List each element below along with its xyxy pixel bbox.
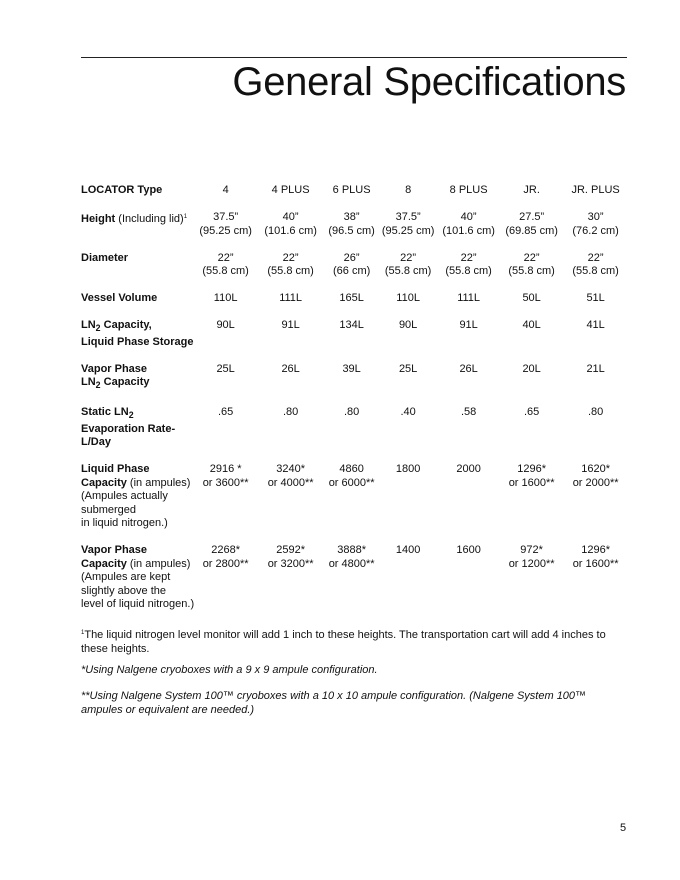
cell-8: 110L — [396, 292, 420, 304]
row-label: Static $LN_2$ Evaporation Rate- L/Day — [81, 406, 176, 448]
cell-6-plus: .80 — [343, 406, 360, 418]
header-label: LOCATOR Type — [81, 184, 163, 196]
page-number: 5 — [620, 822, 627, 834]
spacer — [81, 306, 628, 320]
row-label: Vapor Phase $LN_2$ Capacity — [81, 362, 150, 390]
cell-jr-plus: 41L — [586, 319, 605, 331]
cell-jr: 22” (55.8 cm) — [508, 251, 555, 277]
cell-8-plus: 1600 — [456, 544, 481, 556]
row-spacer — [81, 393, 628, 407]
cell-jr: 50L — [522, 292, 541, 304]
cell-8-plus: 91L — [459, 319, 478, 331]
cell-8-plus: 2000 — [456, 463, 481, 475]
type-jr-plus: JR. PLUS — [571, 184, 620, 196]
cell-4-plus: 2592* or 3200** — [267, 544, 314, 570]
cell-8: 22” (55.8 cm) — [384, 251, 432, 277]
cell-jr: .65 — [523, 406, 540, 418]
page-title: General Specifications — [232, 60, 626, 104]
cell-4: 25L — [216, 362, 235, 375]
type-4: 4 — [222, 184, 229, 196]
row-label: Vessel Volume — [81, 292, 158, 304]
cell-8: 1800 — [395, 463, 421, 475]
row-spacer — [81, 531, 628, 545]
row-label: Diameter — [81, 251, 129, 264]
cell-6-plus: 26” (66 cm) — [332, 251, 371, 277]
cell-jr-plus: 21L — [586, 362, 605, 375]
header-rule — [81, 57, 627, 58]
cell-8: 90L — [398, 319, 418, 331]
table-row-vapor-ln2-capacity — [81, 363, 628, 393]
row-label: Liquid Phase Capacity (in ampules) (Ampules actually submerged in liquid nitrogen.) — [81, 463, 191, 529]
cell-jr: 972* or 1200** — [508, 544, 555, 570]
cell-4: 22” (55.8 cm) — [202, 251, 249, 277]
spacer — [81, 279, 628, 293]
cell-4-plus: 22” (55.8 cm) — [267, 251, 314, 277]
spacer — [81, 238, 628, 252]
type-8-plus: 8 PLUS — [449, 184, 488, 196]
cell-jr: 1296* or 1600** — [508, 463, 555, 489]
cell-4-plus: 111L — [279, 292, 303, 304]
table-row-ln2-liquid-capacity — [81, 319, 628, 349]
cell-6-plus: 4860 or 6000** — [328, 463, 375, 489]
table-row-vessel-volume — [81, 292, 628, 306]
footnote-single-star: *Using Nalgene cryoboxes with a 9 x 9 ampule configuration. — [81, 664, 378, 676]
cell-jr-plus: 51L — [586, 292, 605, 304]
cell-8: .40 — [400, 406, 416, 418]
cell-4-plus: 40” (101.6 cm) — [264, 211, 317, 237]
cell-jr: 27.5” (69.85 cm) — [505, 211, 558, 237]
cell-jr-plus: .80 — [587, 406, 604, 418]
cell-jr-plus: 1620* or 2000** — [572, 463, 619, 489]
type-8: 8 — [405, 184, 412, 196]
cell-8-plus: .58 — [460, 406, 477, 418]
spacer — [81, 531, 628, 545]
specifications-table — [81, 184, 628, 612]
row-label: Vapor Phase Capacity (in ampules) (Ampules are kept slightly above the level of liquid nitrogen.) — [81, 544, 195, 610]
cell-8-plus: 26L — [459, 362, 478, 375]
row-spacer — [81, 279, 628, 293]
footnote-double-star: **Using Nalgene System 100™ cryoboxes with a 10 x 10 ampule configuration. (Nalgene System 100™ ampules or equivalent are needed.) — [81, 690, 587, 716]
table-row-diameter — [81, 252, 628, 279]
cell-jr-plus: 22” (55.8 cm) — [572, 251, 619, 277]
row-spacer — [81, 450, 628, 464]
cell-8-plus: 22” (55.8 cm) — [445, 251, 492, 277]
cell-6-plus: 39L — [342, 362, 361, 375]
cell-4-plus: .80 — [282, 406, 299, 418]
type-4-plus: 4 PLUS — [271, 184, 310, 196]
cell-8-plus: 40” (101.6 cm) — [442, 211, 495, 237]
table-row-height — [81, 211, 628, 238]
row-spacer — [81, 238, 628, 252]
cell-jr: 20L — [522, 362, 541, 375]
cell-4-plus: 91L — [281, 319, 300, 331]
table-row-liquid-phase-ampules — [81, 463, 628, 531]
cell-8: 37.5” (95.25 cm) — [381, 211, 435, 237]
cell-4: 90L — [216, 319, 235, 331]
type-jr: JR. — [523, 184, 540, 196]
table-header-row — [81, 184, 628, 198]
cell-4: 110L — [213, 292, 238, 304]
row-spacer — [81, 198, 628, 212]
cell-jr: 40L — [522, 319, 541, 331]
cell-4: 37.5” (95.25 cm) — [199, 211, 252, 237]
table-row-vapor-phase-ampules — [81, 544, 628, 612]
row-spacer — [81, 306, 628, 320]
row-spacer — [81, 349, 628, 363]
row-label: Height (Including lid)$^1$ — [81, 213, 188, 225]
spacer — [81, 198, 628, 212]
cell-4: .65 — [217, 406, 234, 418]
cell-6-plus: 165L — [339, 292, 364, 304]
cell-8: 25L — [398, 362, 418, 375]
cell-4-plus: 3240* or 4000** — [267, 463, 314, 489]
cell-6-plus: 38” (96.5 cm) — [328, 211, 375, 237]
cell-4: 2916 * or 3600** — [202, 463, 249, 489]
type-6-plus: 6 PLUS — [332, 184, 371, 196]
spacer — [81, 349, 628, 363]
cell-6-plus: 134L — [339, 319, 364, 331]
cell-4-plus: 26L — [281, 362, 300, 375]
cell-4: 2268* or 2800** — [202, 544, 249, 570]
spacer — [81, 393, 628, 407]
cell-jr-plus: 1296* or 1600** — [572, 544, 619, 570]
cell-8: 1400 — [395, 544, 421, 556]
cell-jr-plus: 30” (76.2 cm) — [572, 211, 619, 237]
row-label: $LN_2$ Capacity, Liquid Phase Storage — [81, 319, 194, 348]
cell-6-plus: 3888* or 4800** — [328, 544, 375, 570]
spacer — [81, 450, 628, 464]
table-row-evaporation-rate — [81, 406, 628, 450]
cell-8-plus: 111L — [457, 292, 481, 304]
footnote-height: $^1$The liquid nitrogen level monitor will add 1 inch to these heights. The transportation cart will add 4 inches to these heights. — [81, 629, 606, 655]
